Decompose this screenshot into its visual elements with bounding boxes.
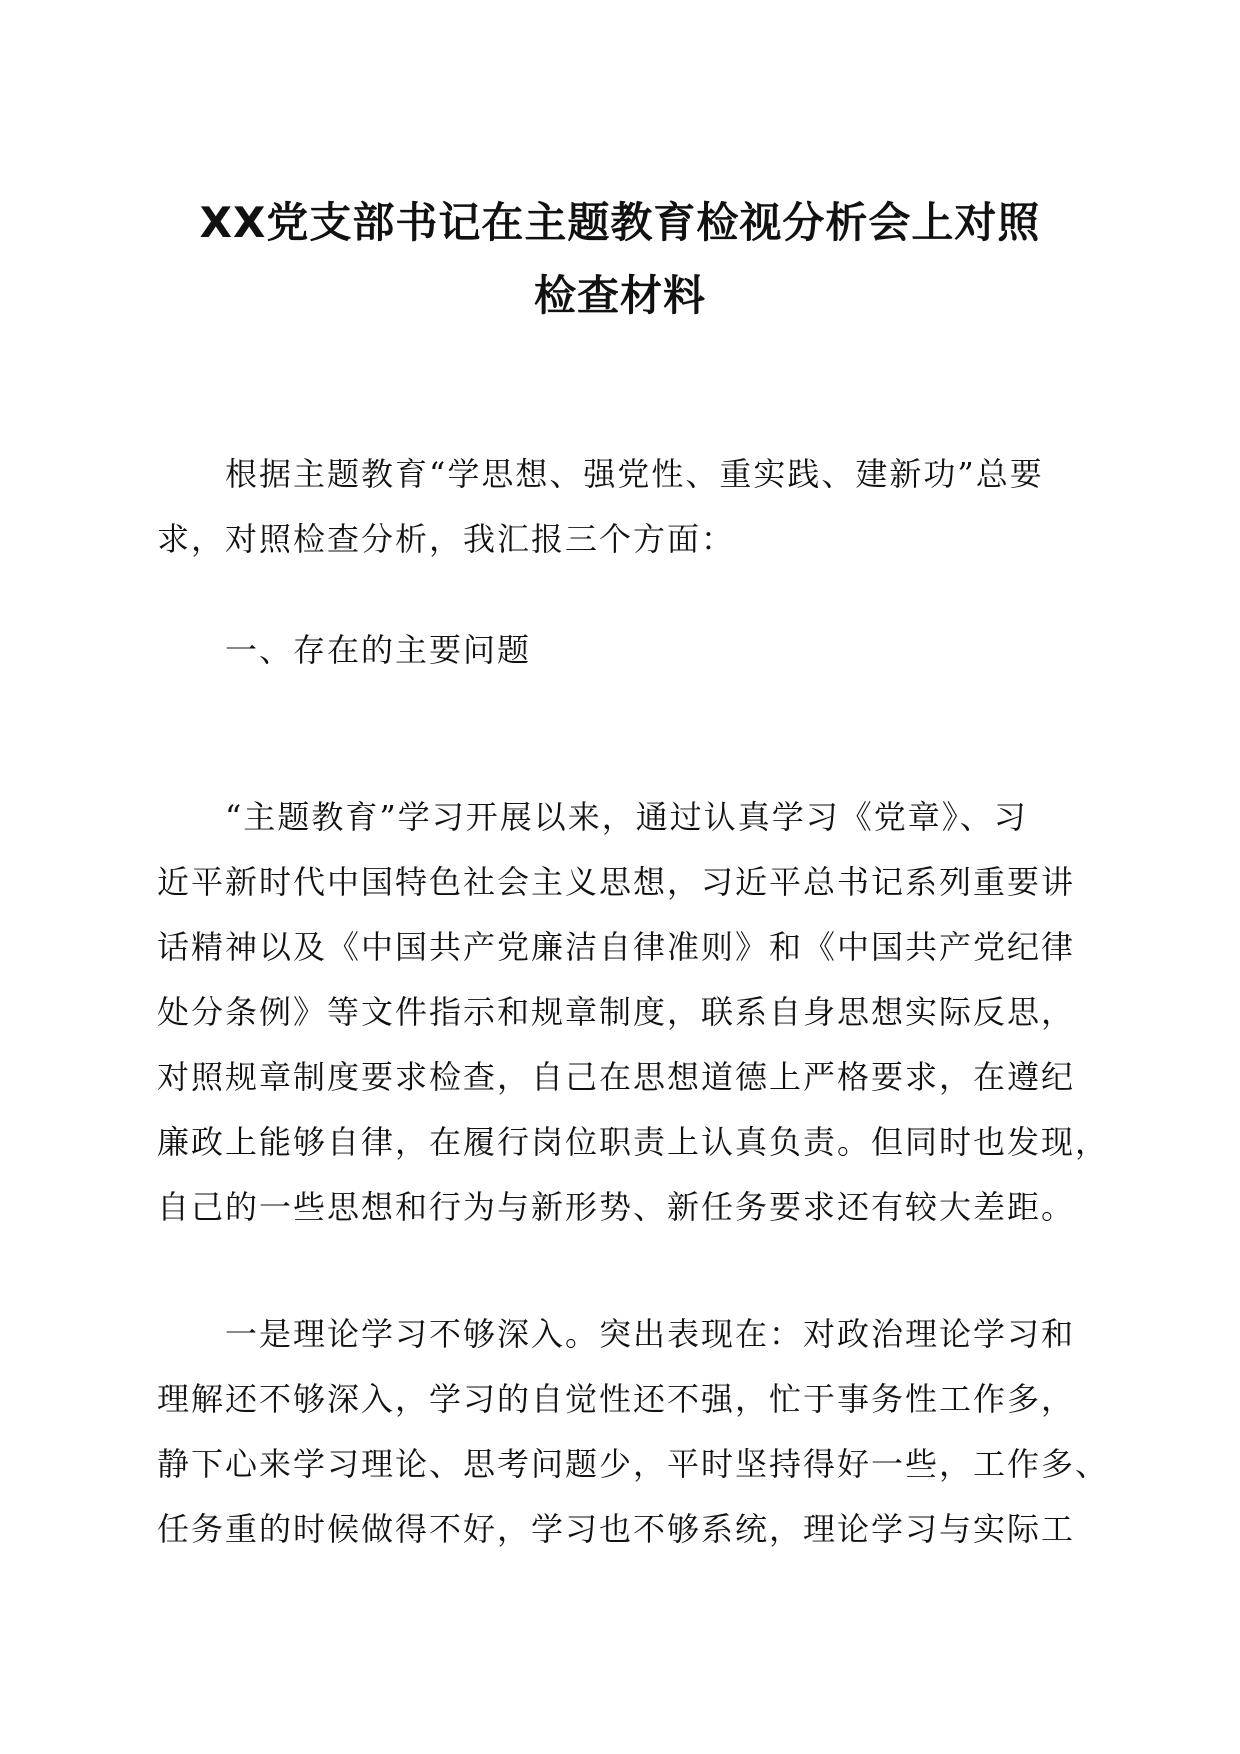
paragraph-line: 一是理论学习不够深入。突出表现在：对政治理论学习和 [225, 1315, 1076, 1353]
document-title-line-2: 检查材料 [533, 271, 706, 320]
paragraph-line: 求，对照检查分析，我汇报三个方面： [157, 520, 736, 558]
body-paragraph-problems-overview [157, 785, 1110, 1240]
paragraph-line: 理解还不够深入，学习的自觉性还不强，忙于事务性工作多， [157, 1380, 1076, 1418]
intro-paragraph [157, 442, 1092, 572]
section-heading [157, 618, 1092, 683]
paragraph-line: 自己的一些思想和行为与新形势、新任务要求还有较大差距。 [157, 1188, 1076, 1226]
paragraph-line: 近平新时代中国特色社会主义思想，习近平总书记系列重要讲 [157, 863, 1076, 901]
paragraph-line: 处分条例》等文件指示和规章制度，联系自身思想实际反思， [157, 993, 1076, 1031]
paragraph-line: 根据主题教育“学思想、强党性、重实践、建新功”总要 [225, 455, 1044, 493]
paragraph-line: 任务重的时候做得不好，学习也不够系统，理论学习与实际工 [157, 1510, 1076, 1548]
paragraph-line: 话精神以及《中国共产党廉洁自律准则》和《中国共产党纪律 [157, 928, 1076, 966]
section-heading-text: 一、存在的主要问题 [225, 631, 532, 669]
body-paragraph-theory-study [157, 1302, 1110, 1562]
paragraph-line: 静下心来学习理论、思考问题少，平时坚持得好一些，工作多、 [157, 1445, 1110, 1483]
document-title-line-1: XX党支部书记在主题教育检视分析会上对照 [199, 198, 1041, 247]
paragraph-line: 对照规章制度要求检查，自己在思想道德上严格要求，在遵纪 [157, 1058, 1076, 1096]
paragraph-line: 廉政上能够自律，在履行岗位职责上认真负责。但同时也发现， [157, 1123, 1110, 1161]
paragraph-line: “主题教育”学习开展以来，通过认真学习《党章》、习 [225, 798, 1028, 836]
